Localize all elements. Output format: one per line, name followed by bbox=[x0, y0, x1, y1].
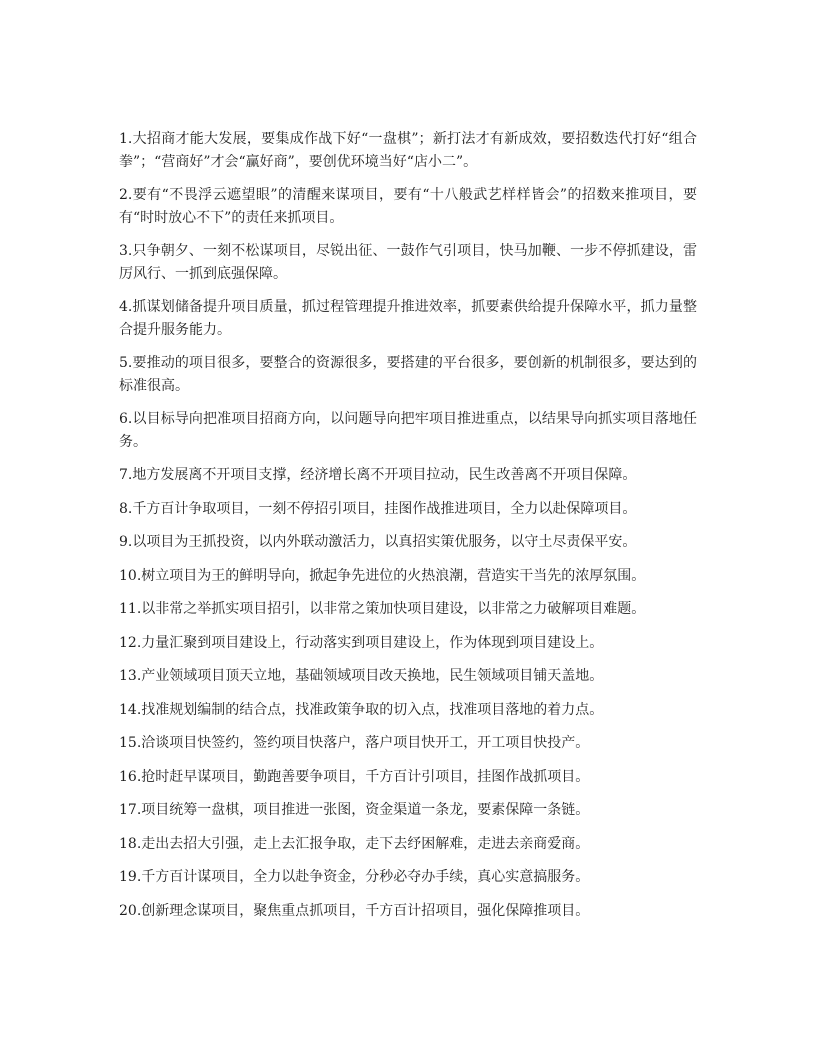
paragraph-16: 16.抢时赶早谋项目，勤跑善要争项目，千方百计引项目，挂图作战抓项目。 bbox=[119, 768, 590, 785]
paragraph-7: 7.地方发展离不开项目支撑，经济增长离不开项目拉动，民生改善离不开项目保障。 bbox=[119, 467, 637, 483]
paragraph-20: 20.创新理念谋项目，聚焦重点抓项目，千方百计招项目，强化保障推项目。 bbox=[119, 902, 590, 919]
paragraph-1: 1.大招商才能大发展，要集成作战下好“一盘棋”；新打法才有新成效，要招数迭代打好“组合拳”；“营商好”才会“赢好商”，要创优环境当好“店小二”。 bbox=[119, 131, 697, 170]
paragraph-5: 5.要推动的项目很多，要整合的资源很多，要搭建的平台很多，要创新的机制很多，要达到的标准很高。 bbox=[119, 355, 697, 394]
paragraph-9: 9.以项目为王抓投资，以内外联动激活力，以真招实策优服务，以守土尽责保平安。 bbox=[119, 534, 637, 550]
paragraph-6: 6.以目标导向把准项目招商方向，以问题导向把牢项目推进重点，以结果导向抓实项目落地任务。 bbox=[119, 411, 697, 450]
paragraph-8: 8.千方百计争取项目，一刻不停招引项目，挂图作战推进项目，全力以赴保障项目。 bbox=[119, 500, 637, 517]
paragraph-4: 4.抓谋划储备提升项目质量，抓过程管理提升推进效率，抓要素供给提升保障水平，抓力量整合提升服务能力。 bbox=[119, 299, 697, 338]
paragraph-17: 17.项目统筹一盘棋，项目推进一张图，资金渠道一条龙，要素保障一条链。 bbox=[119, 802, 590, 818]
paragraph-10: 10.树立项目为王的鲜明导向，掀起争先进位的火热浪潮，营造实干当先的浓厚氛围。 bbox=[119, 567, 646, 584]
paragraph-18: 18.走出去招大引强，走上去汇报争取，走下去纾困解难，走进去亲商爱商。 bbox=[119, 835, 590, 852]
paragraph-3: 3.只争朝夕、一刻不松谋项目，尽锐出征、一鼓作气引项目，快马加鞭、一步不停抓建设，雷厉风行、一抓到底强保障。 bbox=[119, 243, 697, 282]
paragraph-13: 13.产业领域项目顶天立地，基础领域项目改天换地，民生领域项目铺天盖地。 bbox=[119, 668, 604, 684]
paragraph-15: 15.洽谈项目快签约，签约项目快落户，落户项目快开工，开工项目快投产。 bbox=[119, 735, 590, 751]
paragraph-2: 2.要有“不畏浮云遮望眼”的清醒来谋项目，要有“十八般武艺样样皆会”的招数来推项目，要有“时时放心不下”的责任来抓项目。 bbox=[119, 187, 697, 226]
paragraph-14: 14.找准规划编制的结合点，找准政策争取的切入点，找准项目落地的着力点。 bbox=[119, 701, 604, 718]
paragraph-12: 12.力量汇聚到项目建设上，行动落实到项目建设上，作为体现到项目建设上。 bbox=[119, 634, 604, 651]
document-body bbox=[119, 128, 697, 933]
paragraph-11: 11.以非常之举抓实项目招引，以非常之策加快项目建设，以非常之力破解项目难题。 bbox=[119, 601, 646, 617]
paragraph-19: 19.千方百计谋项目，全力以赴争资金，分秒必夺办手续，真心实意搞服务。 bbox=[119, 869, 590, 885]
